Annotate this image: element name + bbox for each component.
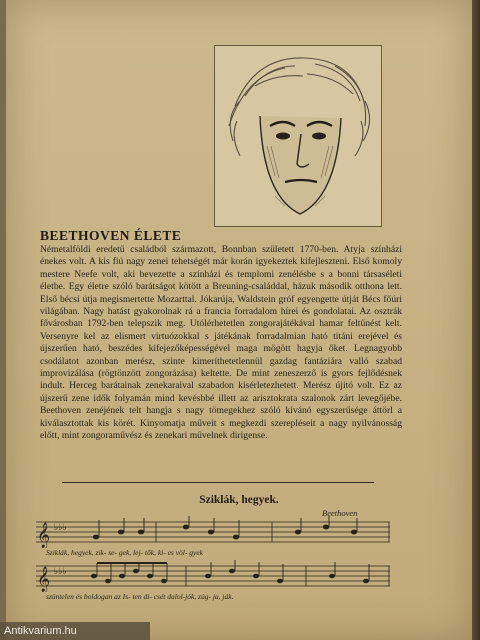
svg-text:𝄞: 𝄞 <box>37 567 51 592</box>
svg-text:𝄞: 𝄞 <box>37 523 51 548</box>
article-title: BEETHOVEN ÉLETE <box>40 228 182 243</box>
lyrics-line-1: Sziklák, hegyek, zik- se- gek, lej- tők, ki- es völ- gyek <box>46 548 204 557</box>
svg-text:♭♭♭: ♭♭♭ <box>54 523 67 533</box>
song-composer: Beethoven <box>322 508 358 518</box>
lyrics-line-2: szüntelen és boldogan az Is- ten di- csét dalol-jók, zúg- ja, ják. <box>46 592 234 601</box>
watermark-label: Antikvarium.hu <box>0 622 150 640</box>
beethoven-portrait <box>214 45 382 227</box>
staff-notation-2 <box>36 560 390 592</box>
portrait-sketch <box>215 46 381 226</box>
svg-text:♭♭♭: ♭♭♭ <box>54 567 67 577</box>
section-divider <box>62 482 374 483</box>
book-page <box>6 0 472 640</box>
article-body: Németalföldi eredetű családból származott, Bonnban született 1770-ben. Atyja színházi énekes volt. A kis fiú nagy zenei tehetségét már korán igyekeztek kifejleszteni. Első komoly mestere Neefe volt, aki bevezette a színházi és templomi zenélésbe s a bonni társaséleti életbe. Egy életre szóló barátságot kötött a Breuning-családdal, házuk második otthona lett. Első bécsi útja megismertette Mozarttal. Jókarúja, Waldstein gróf egyengette útját Bécs főúri világában. Nagy hatást gyakorolnak rá a francia forradalom hírei és gondolatai. Az osztrák fővárosban 1792-ben telepszik meg. Utólérhetetlen zongorajátékával hamar feltűnést kelt. Versenyre kel az elismert virtuózokkal s játékának forradalmian ható titáni erejével és újszerűen ható, beszédes kifejezőképességével maga mögött hagyja őket. Legnagyobb csodálatot azonban merész, szinte kimeríthetetlennül gazdag fantáziára valló szabad improvizálása (rögtönzött zongorázása) keltette. De mint zeneszerző is gyors fejlődésnek indult. Herceg barátainak zenekaraival szabadon kísérletezhetett. Merész újító volt. Ez az újszerű zene idők folyamán mind kevésbbé illett az arisztokrata szalonok zárt levegőjébe. Beethoven zenéjének telt hangja s nagy tömegekhez szóló kívánó egyszerűsége áttörl a kiválasztottak kis körét. Kinyomatja műveit s megkezdi szerepléseit a nagy nyilvánosság előtt, mint zongoraművész és zenekari művelnek dirigense. <box>40 244 402 442</box>
book-edge <box>472 0 480 640</box>
music-staff-2 <box>36 560 390 592</box>
staff-notation-1 <box>36 516 390 548</box>
song-title: Sziklák, hegyek. <box>199 494 279 506</box>
music-staff-1 <box>36 516 390 548</box>
